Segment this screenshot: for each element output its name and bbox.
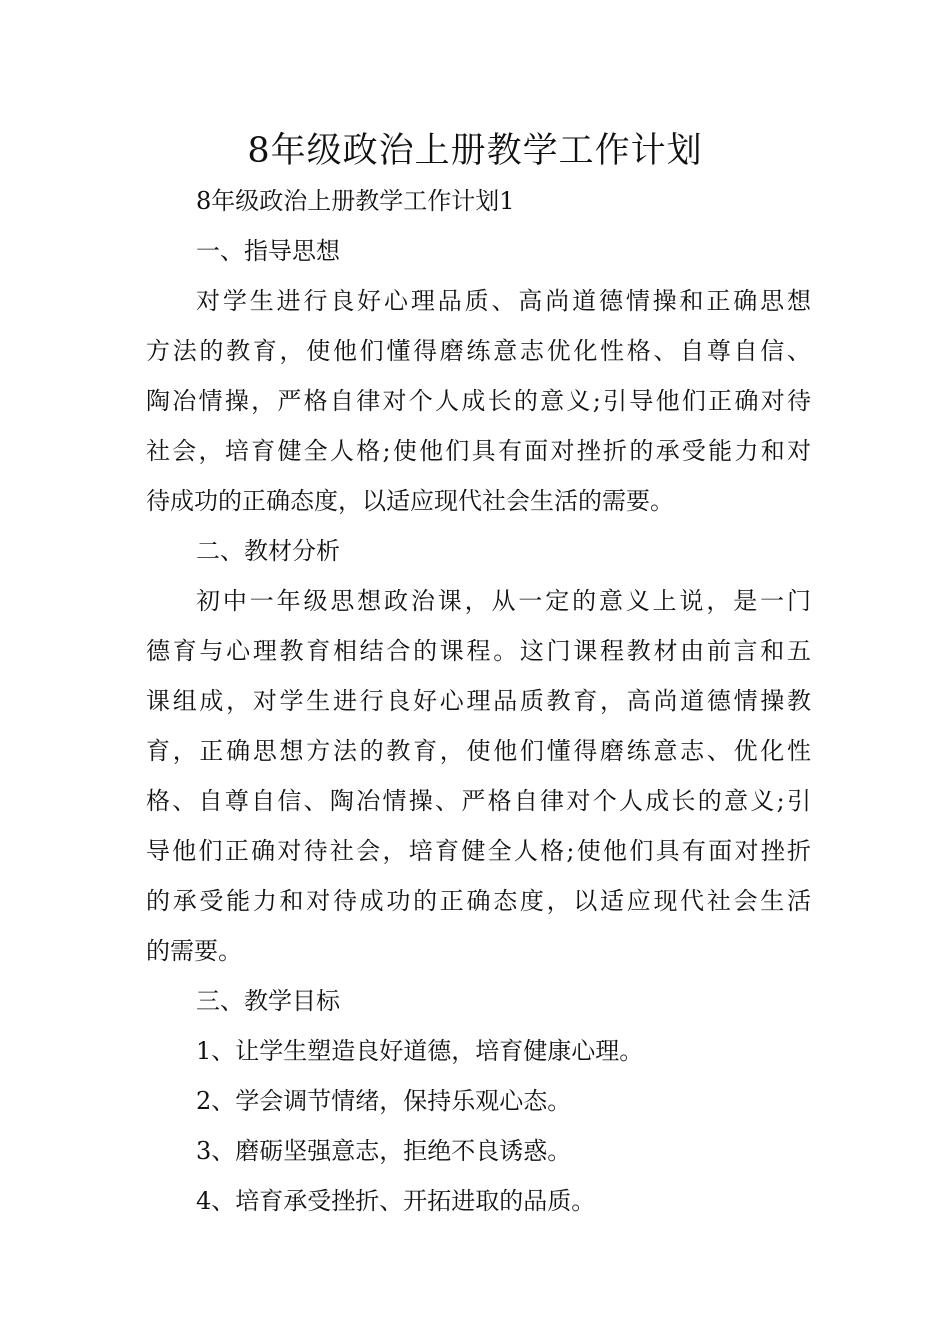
paragraph-line: 德育与心理教育相结合的课程。这门课程教材由前言和五 xyxy=(146,637,811,665)
paragraph-line: 社会，培育健全人格;使他们具有面对挫折的承受能力和对 xyxy=(146,437,811,465)
document-title: 8年级政治上册教学工作计划 xyxy=(247,131,703,171)
paragraph-line: 育，正确思想方法的教育，使他们懂得磨练意志、优化性 xyxy=(146,737,811,765)
document-subtitle: 8年级政治上册教学工作计划1 xyxy=(196,187,515,215)
paragraph-line: 的承受能力和对待成功的正确态度，以适应现代社会生活 xyxy=(146,887,811,915)
paragraph-line: 课组成，对学生进行良好心理品质教育，高尚道德情操教 xyxy=(146,687,811,715)
section-heading-textbook-analysis: 二、教材分析 xyxy=(196,537,340,565)
paragraph-line: 的需要。 xyxy=(146,937,242,965)
paragraph-line: 陶冶情操，严格自律对个人成长的意义;引导他们正确对待 xyxy=(146,387,811,415)
section-heading-guiding-thought: 一、指导思想 xyxy=(196,237,340,265)
paragraph-line: 初中一年级思想政治课，从一定的意义上说，是一门 xyxy=(196,587,811,615)
goal-list-item: 1、让学生塑造良好道德，培育健康心理。 xyxy=(196,1037,644,1065)
paragraph-line: 对学生进行良好心理品质、高尚道德情操和正确思想 xyxy=(196,287,811,315)
goal-list-item: 3、磨砺坚强意志，拒绝不良诱惑。 xyxy=(196,1137,572,1165)
section-heading-teaching-goals: 三、教学目标 xyxy=(196,987,340,1015)
paragraph-line: 方法的教育，使他们懂得磨练意志优化性格、自尊自信、 xyxy=(146,337,811,365)
paragraph-line: 格、自尊自信、陶冶情操、严格自律对个人成长的意义;引 xyxy=(146,787,811,815)
paragraph-line: 导他们正确对待社会，培育健全人格;使他们具有面对挫折 xyxy=(146,837,811,865)
goal-list-item: 2、学会调节情绪，保持乐观心态。 xyxy=(196,1087,572,1115)
goal-list-item: 4、培育承受挫折、开拓进取的品质。 xyxy=(196,1187,596,1215)
paragraph-line: 待成功的正确态度，以适应现代社会生活的需要。 xyxy=(146,487,674,515)
